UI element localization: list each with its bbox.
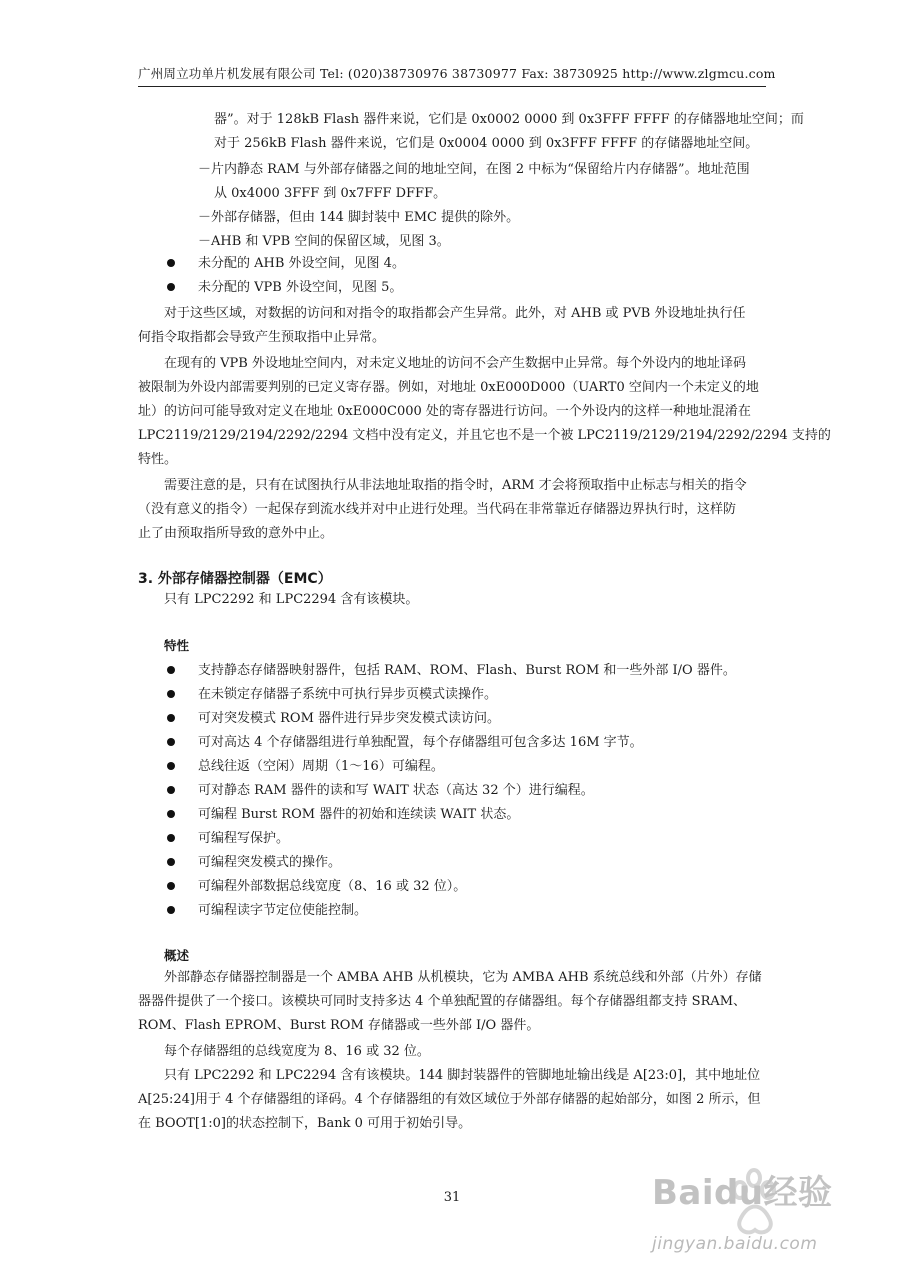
overview-line: 器器件提供了一个接口。该模块可同时支持多达 4 个单独配置的存储器组。每个存储器组都支持 SRAM、	[138, 994, 747, 1009]
intro-bullet: 未分配的 VPB 外设空间，见图 5。	[198, 280, 403, 295]
intro-line: －片内静态 RAM 与外部存储器之间的地址空间，在图 2 中标为“保留给片内存储器”。地址范围	[198, 162, 750, 177]
intro-line: 对于 256kB Flash 器件来说，它们是 0x0004 0000 到 0x3FFF FFFF 的存储器地址空间。	[214, 136, 759, 151]
bullet-icon	[167, 810, 175, 818]
overview-line: ROM、Flash EPROM、Burst ROM 存储器或一些外部 I/O 器件。	[138, 1018, 540, 1033]
paragraph-line: 特性。	[138, 452, 178, 467]
bullet-icon	[167, 738, 175, 746]
intro-line: －AHB 和 VPB 空间的保留区域，见图 3。	[198, 234, 450, 249]
bullet-icon	[167, 666, 175, 674]
watermark-brand: Baidu经验	[652, 1173, 833, 1213]
paragraph-line: （没有意义的指令）一起保存到流水线并对中止进行处理。当代码在非常靠近存储器边界执行时，这样防	[138, 502, 737, 517]
bullet-icon	[167, 786, 175, 794]
bullet-icon	[167, 690, 175, 698]
watermark-url: jingyan.baidu.com	[652, 1234, 818, 1254]
paragraph-line: 在现有的 VPB 外设地址空间内，对未定义地址的访问不会产生数据中止异常。每个外设内的地址译码	[164, 356, 746, 371]
feature-item: 可对静态 RAM 器件的读和写 WAIT 状态（高达 32 个）进行编程。	[198, 783, 594, 798]
features-heading: 特性	[164, 638, 190, 653]
bullet-icon	[167, 714, 175, 722]
bullet-icon	[167, 906, 175, 914]
intro-bullet: 未分配的 AHB 外设空间，见图 4。	[198, 256, 405, 271]
bullet-icon	[167, 834, 175, 842]
bullet-icon	[167, 283, 175, 291]
intro-line: 器”。对于 128kB Flash 器件来说，它们是 0x0002 0000 到 0x3FFF FFFF 的存储器地址空间；而	[214, 112, 804, 127]
overview-line: A[25:24]用于 4 个存储器组的译码。4 个存储器组的有效区域位于外部存储器的起始部分，如图 2 所示，但	[138, 1092, 761, 1107]
feature-item: 可对高达 4 个存储器组进行单独配置，每个存储器组可包含多达 16M 字节。	[198, 735, 643, 750]
paragraph-line: 需要注意的是，只有在试图执行从非法地址取指的指令时，ARM 才会将预取指中止标志与相关的指令	[164, 478, 747, 493]
feature-item: 总线往返（空闲）周期（1～16）可编程。	[198, 759, 444, 774]
paragraph-line: 对于这些区域，对数据的访问和对指令的取指都会产生异常。此外，对 AHB 或 PVB 外设地址执行任	[164, 306, 746, 321]
feature-item: 可编程外部数据总线宽度（8、16 或 32 位）。	[198, 879, 467, 894]
overview-heading: 概述	[164, 948, 190, 963]
page-number: 31	[443, 1190, 461, 1205]
feature-item: 可编程读字节定位使能控制。	[198, 903, 368, 918]
bullet-icon	[167, 858, 175, 866]
feature-item: 支持静态存储器映射器件，包括 RAM、ROM、Flash、Burst ROM 和一些外部 I/O 器件。	[198, 663, 736, 678]
paragraph-line: 何指令取指都会导致产生预取指中止异常。	[138, 330, 386, 345]
paragraph-line: 被限制为外设内部需要判别的已定义寄存器。例如，对地址 0xE000D000（UART0 空间内一个未定义的地	[138, 380, 759, 395]
feature-item: 可编程突发模式的操作。	[198, 855, 342, 870]
bullet-icon	[167, 259, 175, 267]
overview-line: 只有 LPC2292 和 LPC2294 含有该模块。144 脚封装器件的管脚地址输出线是 A[23:0]，其中地址位	[164, 1068, 761, 1083]
bullet-icon	[167, 882, 175, 890]
feature-item: 可编程写保护。	[198, 831, 290, 846]
page-header: 广州周立功单片机发展有限公司 Tel: (020)38730976 38730977 Fax: 38730925 http://www.zlgmcu.com	[138, 66, 776, 81]
paragraph-line: LPC2119/2129/2194/2292/2294 文档中没有定义，并且它也不是一个被 LPC2119/2129/2194/2292/2294 支持的	[138, 428, 831, 443]
section-intro: 只有 LPC2292 和 LPC2294 含有该模块。	[164, 592, 419, 607]
overview-line: 在 BOOT[1:0]的状态控制下，Bank 0 可用于初始引导。	[138, 1116, 472, 1131]
overview-line: 每个存储器组的总线宽度为 8、16 或 32 位。	[164, 1044, 430, 1059]
bullet-icon	[167, 762, 175, 770]
feature-item: 在未锁定存储器子系统中可执行异步页模式读操作。	[198, 687, 498, 702]
paragraph-line: 止了由预取指所导致的意外中止。	[138, 526, 334, 541]
section-title: 3. 外部存储器控制器（EMC）	[138, 571, 332, 587]
feature-item: 可编程 Burst ROM 器件的初始和连续读 WAIT 状态。	[198, 807, 520, 822]
overview-line: 外部静态存储器控制器是一个 AMBA AHB 从机模块，它为 AMBA AHB 系统总线和外部（片外）存储	[164, 970, 762, 985]
header-rule	[138, 86, 766, 87]
intro-line: 从 0x4000 3FFF 到 0x7FFF DFFF。	[214, 186, 447, 201]
paragraph-line: 址）的访问可能导致对定义在地址 0xE000C000 处的寄存器进行访问。一个外设内的这样一种地址混淆在	[138, 404, 751, 419]
feature-item: 可对突发模式 ROM 器件进行异步突发模式读访问。	[198, 711, 501, 726]
intro-line: －外部存储器，但由 144 脚封装中 EMC 提供的除外。	[198, 210, 520, 225]
